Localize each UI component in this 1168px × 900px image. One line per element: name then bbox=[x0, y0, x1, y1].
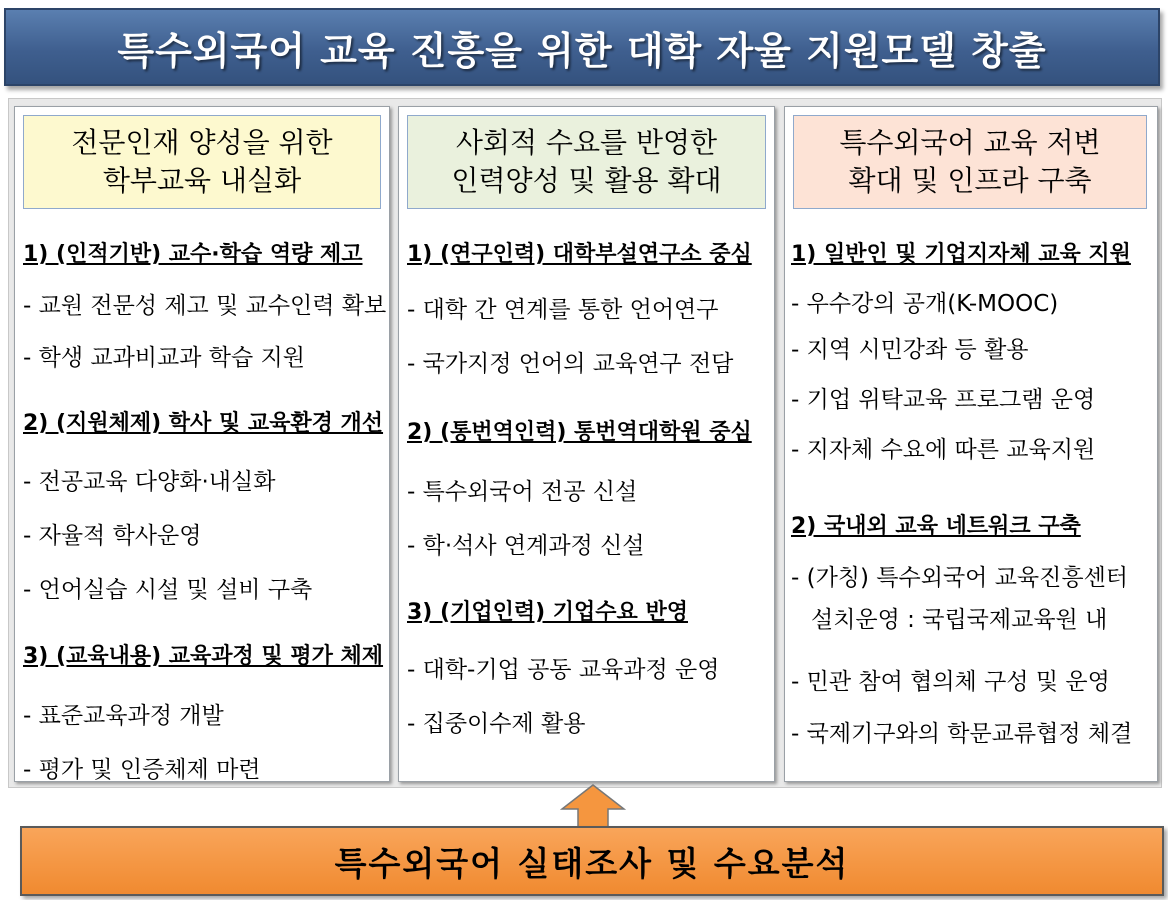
list-item: - 국제기구와의 학문교류협정 체결 bbox=[791, 721, 1133, 747]
bottom-banner bbox=[20, 826, 1164, 896]
column-social-demand bbox=[398, 106, 775, 782]
list-item: - 교원 전문성 제고 및 교수인력 확보 bbox=[23, 293, 387, 319]
section-heading: 3) (교육내용) 교육과정 및 평가 체제 bbox=[23, 644, 384, 669]
column-header-line-2: 확대 및 인프라 구축 bbox=[848, 164, 1092, 197]
up-arrow-icon bbox=[560, 783, 626, 828]
column-header-line-1: 사회적 수요를 반영한 bbox=[455, 126, 718, 159]
list-item: - 지자체 수요에 따른 교육지원 bbox=[791, 437, 1096, 463]
column-header-line-1: 특수외국어 교육 저변 bbox=[839, 126, 1101, 159]
list-item: - 대학-기업 공동 교육과정 운영 bbox=[407, 657, 720, 683]
list-item: - 기업 위탁교육 프로그램 운영 bbox=[791, 387, 1096, 413]
title-banner bbox=[4, 8, 1160, 86]
section-heading: 3) (기업인력) 기업수요 반영 bbox=[407, 600, 688, 625]
list-item: - 국가지정 언어의 교육연구 전담 bbox=[407, 351, 734, 377]
page-title: 특수외국어 교육 진흥을 위한 대학 자율 지원모델 창출 bbox=[117, 28, 1047, 73]
list-item: - 지역 시민강좌 등 활용 bbox=[791, 337, 1029, 363]
bottom-title: 특수외국어 실태조사 및 수요분석 bbox=[334, 843, 850, 883]
column-header bbox=[23, 115, 381, 209]
section-heading: 1) (인적기반) 교수·학습 역량 제고 bbox=[23, 242, 363, 267]
column-infrastructure bbox=[784, 106, 1158, 782]
column-undergraduate bbox=[14, 106, 390, 782]
list-item: - 표준교육과정 개발 bbox=[23, 703, 224, 729]
section-heading: 1) 일반인 및 기업지자체 교육 지원 bbox=[791, 242, 1131, 267]
section-heading: 1) (연구인력) 대학부설연구소 중심 bbox=[407, 242, 752, 267]
list-item: - 집중이수제 활용 bbox=[407, 711, 586, 737]
list-item: - 대학 간 연계를 통한 언어연구 bbox=[407, 297, 719, 323]
list-item: - (가칭) 특수외국어 교육진흥센터 bbox=[791, 565, 1129, 591]
column-header bbox=[407, 115, 766, 209]
section-heading: 2) (통번역인력) 통번역대학원 중심 bbox=[407, 420, 752, 445]
list-item-continuation: 설치운영 : 국립국제교육원 내 bbox=[811, 607, 1108, 633]
column-header-line-2: 학부교육 내실화 bbox=[102, 164, 302, 197]
section-heading: 2) (지원체제) 학사 및 교육환경 개선 bbox=[23, 411, 384, 436]
list-item: - 민관 참여 협의체 구성 및 운영 bbox=[791, 669, 1110, 695]
list-item: - 우수강의 공개(K-MOOC) bbox=[791, 291, 1059, 317]
column-header bbox=[793, 115, 1147, 209]
list-item: - 학·석사 연계과정 신설 bbox=[407, 533, 645, 559]
list-item: - 자율적 학사운영 bbox=[23, 523, 202, 549]
column-header-line-1: 전문인재 양성을 위한 bbox=[71, 126, 333, 159]
list-item: - 전공교육 다양화·내실화 bbox=[23, 469, 276, 495]
column-header-line-2: 인력양성 및 활용 확대 bbox=[451, 164, 722, 197]
section-heading: 2) 국내외 교육 네트워크 구축 bbox=[791, 514, 1081, 539]
list-item: - 특수외국어 전공 신설 bbox=[407, 479, 638, 505]
list-item: - 언어실습 시설 및 설비 구축 bbox=[23, 577, 313, 603]
list-item: - 학생 교과비교과 학습 지원 bbox=[23, 345, 305, 371]
list-item: - 평가 및 인증체제 마련 bbox=[23, 757, 261, 783]
